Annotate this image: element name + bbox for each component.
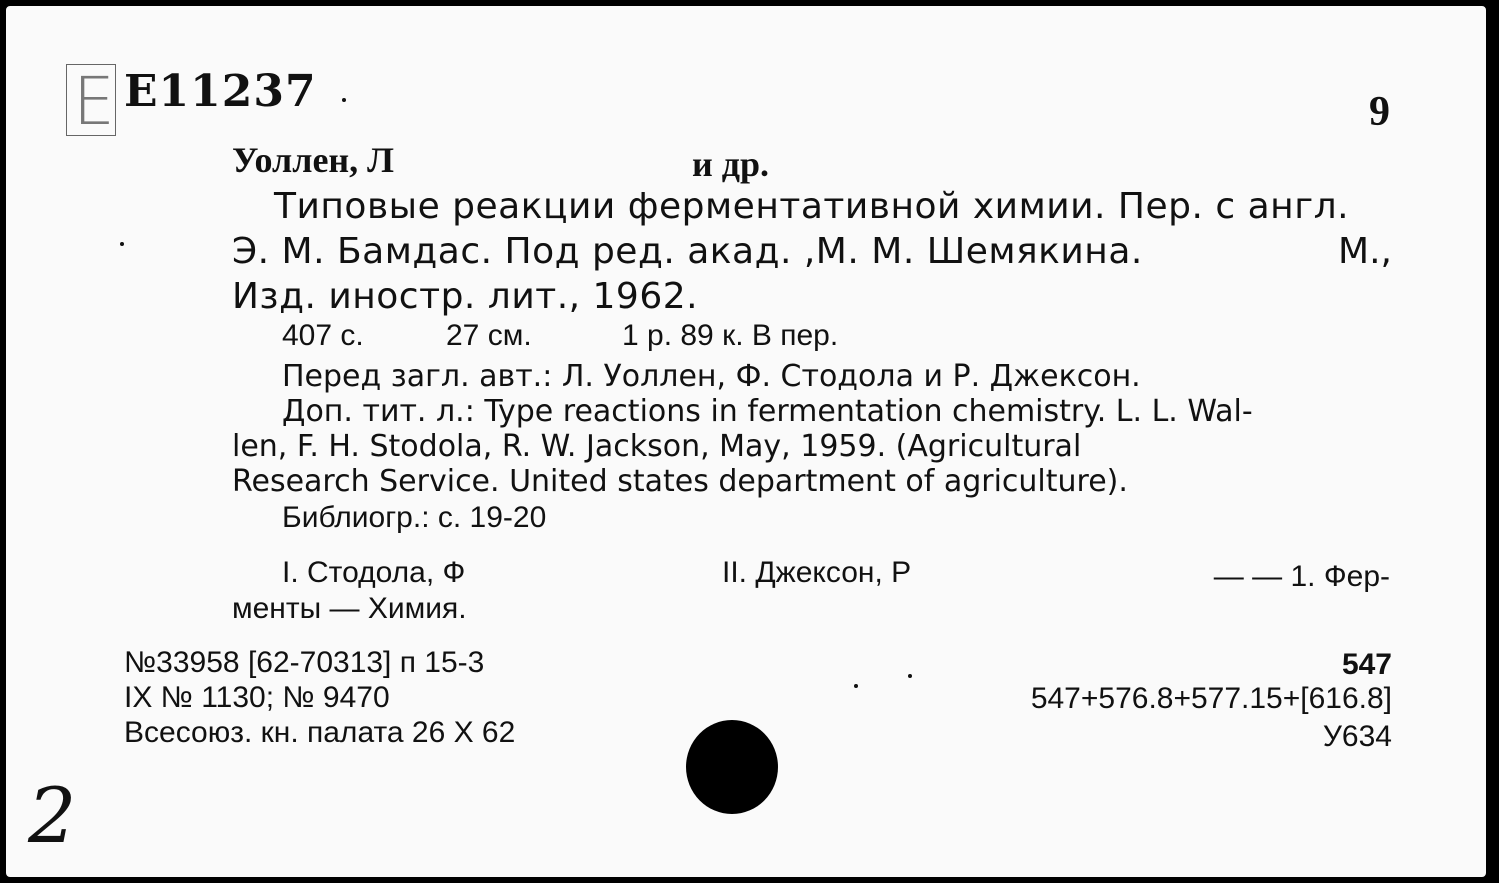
catalog-card [4,4,1488,879]
footer-class-number: 547 [1341,648,1392,681]
note-add-title-2: len, F. H. Stodola, R. W. Jackson, May, 1959. (Agricultural [232,429,1082,464]
title-line-1: Типовые реакции ферментативной химии. Пер. с англ. [274,186,1350,227]
speck [342,98,346,102]
tracing-2: II. Джексон, Р [722,556,912,589]
tracing-3: — — 1. Фер- [1213,560,1390,593]
speck [908,674,912,678]
tracing-4: менты — Химия. [232,592,467,625]
accession-number: E11237 [124,66,317,117]
footer-publisher: Всесоюз. кн. палата 26 X 62 [124,716,516,749]
tracing-1: I. Стодола, Ф [282,556,466,589]
handwritten-mark: 2 [28,771,77,860]
note-authors: Перед загл. авт.: Л. Уоллен, Ф. Стодола и Р. Джексон. [282,359,1141,394]
card-number: 9 [1369,89,1390,135]
title-line-3: Изд. иностр. лит., 1962. [232,276,699,317]
title-line-2: Э. М. Бамдас. Под ред. акад. ,М. М. Шемякина. [232,231,1143,272]
punch-hole [686,720,778,814]
footer-bbk: У634 [1322,720,1392,753]
footer-reference: IX № 1130; № 9470 [124,681,390,714]
size: 27 см. [446,319,532,352]
monogram-e-stamp: E [66,64,116,136]
note-add-title-3: Research Service. United states department of agriculture). [232,464,1128,499]
footer-udc: 547+576.8+577.15+[616.8] [1030,682,1392,715]
speck [120,242,124,246]
author-heading: Уоллен, Л [232,140,394,180]
note-add-title-1: Доп. тит. л.: Type reactions in fermentation chemistry. L. L. Wal- [282,394,1253,429]
author-suffix: и др. [692,144,769,184]
footer-record-number: №33958 [62-70313] п 15-3 [124,646,485,679]
price: 1 р. 89 к. В пер. [622,319,839,352]
note-bibliography: Библиогр.: с. 19-20 [282,501,547,534]
title-line-2-place: М., [1338,231,1392,272]
speck [854,684,858,688]
pages: 407 с. [282,319,364,352]
